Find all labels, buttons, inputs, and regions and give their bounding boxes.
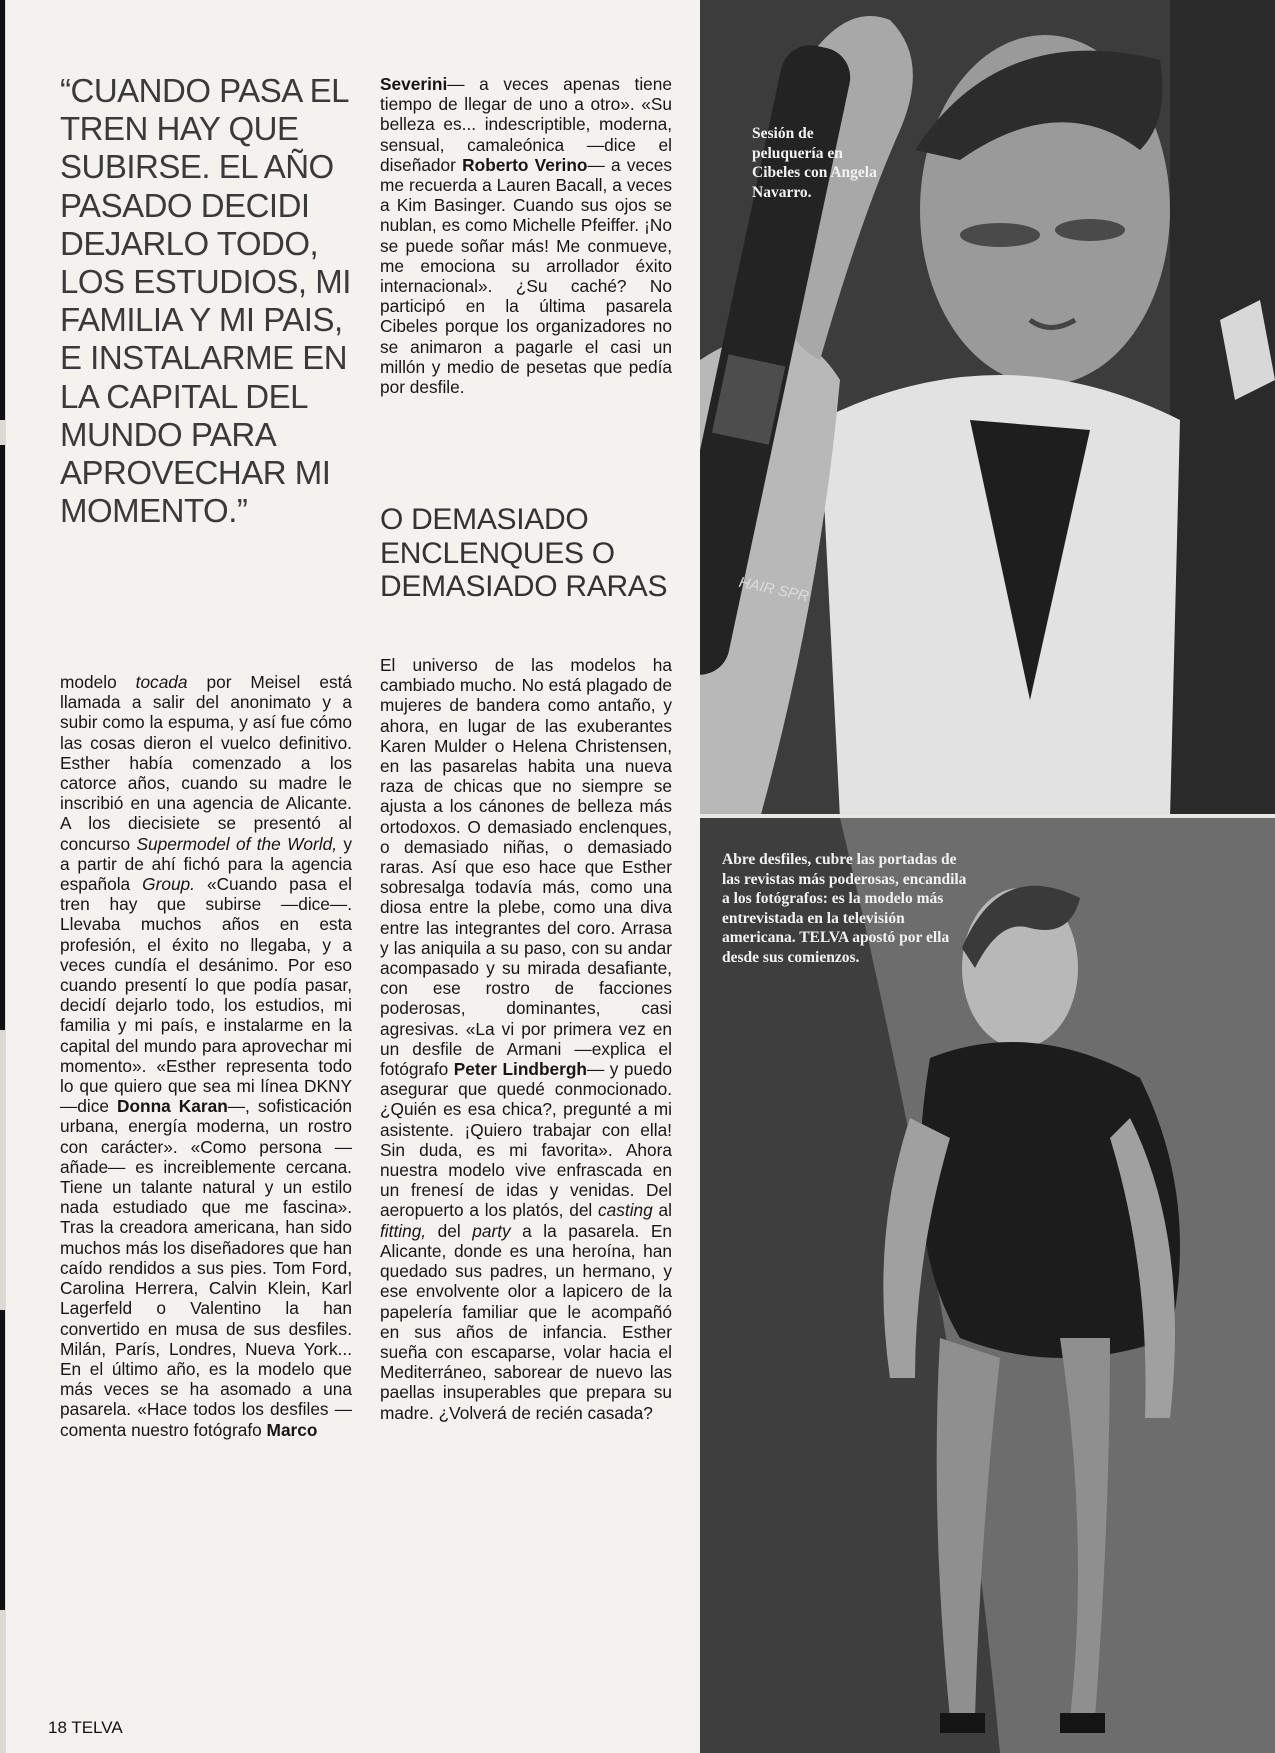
italic-text: tocada	[135, 672, 188, 692]
text-run: — a veces apenas tiene tiempo de llegar de uno a otro». «Su belleza es... indescriptible, moderna, sensual, camaleónica —dice el diseñador	[380, 74, 672, 175]
italic-text: fitting,	[380, 1220, 427, 1241]
photo-caption-model: Abre desfiles, cubre las portadas de las revistas más poderosas, encandila a los fotógrafos: es la modelo más entrevistada en la televisión americana. TELVA apostó por ella desde sus comienzos.	[722, 851, 967, 966]
text-run: al	[652, 1200, 672, 1221]
article-column-2-continued	[380, 655, 672, 1423]
italic-text: Supermodel of the World,	[136, 833, 338, 854]
edge-mark	[0, 445, 5, 1030]
edge-mark	[0, 0, 5, 420]
article-column-2	[380, 74, 672, 397]
article-column-1	[60, 672, 352, 1440]
text-run: del	[426, 1220, 473, 1241]
text-run: y a partir de ahí fichó para la agencia española	[60, 833, 352, 895]
photographer-name: Marco	[266, 1419, 318, 1440]
text-run: El universo de las modelos ha cambiado mucho. No está plagado de mujeres de bandera como antaño, y ahora, en lugar de las exuberantes Karen Mulder o Helena Christensen, en las pasarelas habita una nueva raza de chicas que no siempre se ajusta a los cánones de belleza más ortodoxos. O demasiado enclenques, o demasiado niñas, o demasiado raras. Así que eso hace que Esther sobresalga todavía más, como una diosa entre la plebe, como una diva entre las integrantes del coro. Arrasa y las aniquila a su paso, con su andar acompasado y su mirada desafiante, con ese rostro de facciones poderosas, dominantes, casi agresivas. «La vi por primera vez en un desfile de Armani —explica el fotógrafo	[380, 655, 672, 1080]
photo-hair-session	[700, 0, 1275, 818]
page-folio: 18 TELVA	[48, 1718, 123, 1737]
photo-caption-hair-session: Sesión de peluquería en Cibeles con Angela Navarro.	[752, 125, 877, 201]
text-run: — a veces me recuerda a Lauren Bacall, a veces a Kim Basinger. Cuando sus ojos se nublan, es como Michelle Pfeiffer. ¡No se puede soñar más! Me conmueve, me emociona su arrollador éxito internacional». ¿Su caché? No participó en la última pasarela Cibeles porque los organizadores no se animaron a pagarle el casi un millón y medio de pesetas que pedía por desfile.	[380, 154, 672, 398]
text-run: — y puedo asegurar que quedé conmocionado. ¿Quién es esa chica?, pregunté a mi asistente. ¡Quiero trabajar con ella! Sin duda, es mi favorita». Ahora nuestra modelo vive enfrascada en un frenesí de idas y venidas. Del aeropuerto a los platós, del	[380, 1059, 672, 1221]
designer-name: Donna Karan	[117, 1096, 228, 1117]
italic-text: party	[472, 1220, 511, 1241]
section-subhead: O DEMASIADO ENCLENQUES O DEMASIADO RARAS	[380, 503, 668, 603]
can-label: HAIR SPR	[737, 573, 811, 606]
text-run: modelo	[60, 672, 136, 692]
pull-quote: “CUANDO PASA EL TREN HAY QUE SUBIRSE. EL AÑO PASADO DECIDI DEJARLO TODO, LOS ESTUDIOS, MI FAMILIA Y MI PAIS, E INSTALARME EN LA CAPITAL DEL MUNDO PARA APROVECHAR MI MOMENTO.”	[60, 72, 351, 530]
italic-text: casting	[598, 1200, 653, 1221]
photographer-name: Peter Lindbergh	[453, 1059, 587, 1080]
photographer-name: Severini	[380, 74, 448, 94]
text-run: «Cuando pasa el tren hay que subirse —dice—. Llevaba muchos años en esta profesión, el éxito no llegaba, y a veces cundía el desánimo. Por eso cuando presentí lo que podía pasar, decidí dejarlo todo, los estudios, mi familia y mi país, e instalarme en la capital del mundo para aprovechar mi momento». «Esther representa todo lo que quiero que sea mi línea DKNY —dice	[60, 874, 352, 1117]
italic-text: Group.	[142, 874, 195, 895]
photo-hair-session-drawing	[700, 0, 1275, 818]
designer-name: Roberto Verino	[462, 154, 588, 175]
text-run: a la pasarela. En Alicante, donde es una heroína, han quedado sus padres, un hermano, y ese envolvente olor a lapicero de la papelería familiar que le acompañó en sus años de infancia. Esther sueña con escaparse, volar hacia el Mediterráneo, saborear de nuevo las paellas insuperables que prepara su madre. ¿Volverá de recién casada?	[380, 1220, 673, 1423]
edge-mark	[0, 1310, 5, 1610]
text-run: por Meisel está llamada a salir del anonimato y a subir como la espuma, y así fue cómo las cosas dieron el vuelco definitivo. Esther había comenzado a los catorce años, cuando su madre le inscribió en una agencia de Alicante. A los diecisiete se presentó al concurso	[60, 672, 352, 854]
text-run: —, sofisticación urbana, energía moderna, un rostro con carácter». «Como persona —añade— es increiblemente cercana. Tiene un talante natural y un estilo nada estudiado que me fascina». Tras la creadora americana, han sido muchos más los diseñadores que han caído rendidos a sus pies. Tom Ford, Carolina Herrera, Calvin Klein, Karl Lagerfeld o Valentino la han convertido en musa de sus desfiles. Milán, París, Londres, Nueva York... En el último año, es la modelo que más veces se ha asomado a una pasarela. «Hace todos los desfiles —comenta nuestro fotógrafo	[60, 1096, 352, 1440]
